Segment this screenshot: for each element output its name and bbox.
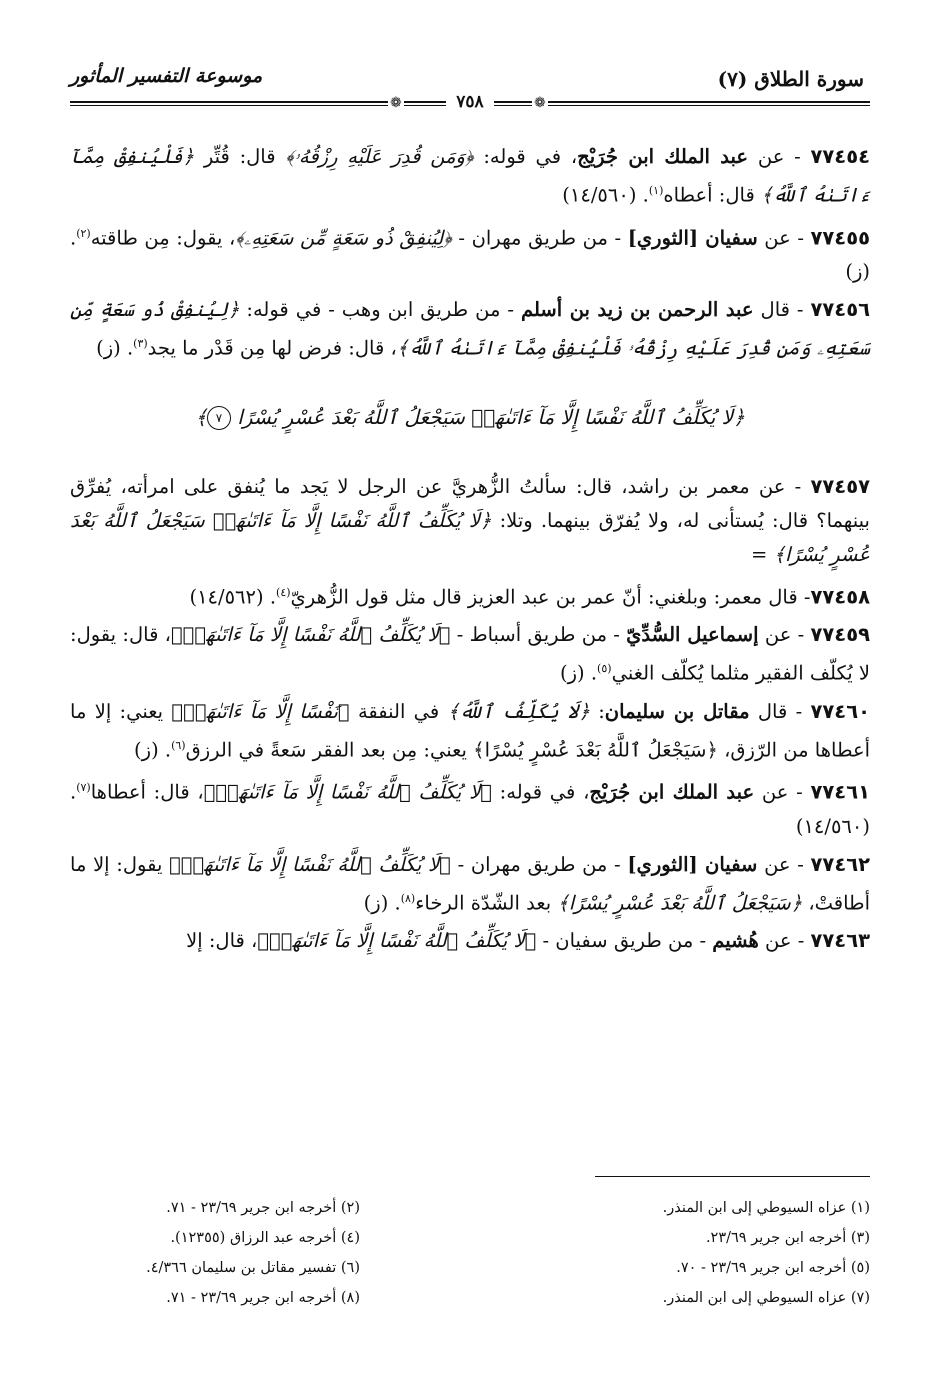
entry-number: ٧٧٤٦٠ — [810, 699, 871, 723]
hadith-entry — [70, 924, 870, 958]
footnote-row — [70, 1193, 870, 1223]
narrator-name: هُشيم — [712, 929, 759, 952]
entry-chain: - من طريق ابن وهب - في قوله: — [239, 298, 521, 321]
footnote-row — [70, 1283, 870, 1313]
page-number: ٧٥٨ — [446, 92, 493, 112]
entry-number: ٧٧٤٦١ — [810, 780, 870, 804]
quran-quote: ﴿لِيُنفِقْ ذُو سَعَةٍ مِّن سَعَتِهِۦ وَمَن قُدِرَ عَلَيْهِ رِزْقُهُۥ فَلْيُنفِقْ مِمَّآ ءَاتَىٰهُ ٱللَّهُ﴾ — [70, 298, 870, 360]
entry-intro: - قال — [753, 298, 811, 321]
entry-text: ، قال: أعطاها — [90, 780, 204, 804]
footnote-separator — [595, 1176, 870, 1177]
entry-number: ٧٧٤٥٤ — [810, 145, 871, 168]
entry-source: . (ز) — [70, 226, 870, 283]
footnote: (٢) أخرجه ابن جرير ٢٣/٦٩ - ٧١. — [166, 1200, 360, 1216]
quran-quote: ﴿وَمَن قُدِرَ عَلَيْهِ رِزْقُهُۥ﴾ — [285, 145, 474, 168]
quran-quote: ﴿لِيُنفِقْ ذُو سَعَةٍ مِّن سَعَتِهِۦ﴾ — [235, 226, 452, 249]
quran-quote: ﴿لَا يُكَلِّفُ ٱللَّهُ نَفْسًا إِلَّا مَآ ءَاتَىٰهَاۚ﴾ — [203, 780, 492, 804]
narrator-name: سفيان [الثوري] — [627, 852, 758, 876]
entry-number: ٧٧٤٦٣ — [810, 929, 870, 952]
footnote: (٤) أخرجه عبد الرزاق (١٢٣٥٥). — [170, 1230, 360, 1246]
hadith-entry — [70, 848, 870, 921]
footnote-ref: (٣) — [133, 337, 148, 350]
entry-intro: - عن معمر بن راشد، قال: سألتُ الزُّهريَّ عن الرجل لا يَجد ما يُنفق على امرأته، يُفرِّق بينهما؟ قال: يُستأنى له، ولا يُفرّق بينهما. وتلا: — [70, 474, 870, 532]
hadith-entry — [70, 470, 870, 572]
narrator-name: عبد الملك ابن جُرَيْج — [589, 780, 755, 804]
footnote-ref: (٤) — [276, 585, 291, 599]
footnote-row — [70, 1253, 870, 1283]
entry-text: بعد الشّدّة الرخاء — [415, 891, 558, 914]
entry-intro: - عن — [754, 780, 811, 804]
ornament-icon: ❁ — [390, 95, 402, 111]
entry-chain: - من طريق مهران - — [451, 226, 628, 249]
verse-text: ﴿لَا يُكَلِّفُ ٱللَّهُ نَفْسًا إِلَّا مَآ ءَاتَىٰهَاۚ سَيَجْعَلُ ٱللَّهُ بَعْدَ عُسْرٍ يُسْرًا — [237, 404, 745, 429]
entry-intro: - عن — [758, 623, 811, 646]
page-header — [70, 55, 870, 112]
entry-number: ٧٧٤٥٩ — [810, 623, 870, 646]
footnote: (٨) أخرجه ابن جرير ٢٣/٦٩ - ٧١. — [166, 1290, 360, 1306]
surah-title: سورة الطلاق (٧) — [717, 67, 864, 91]
entry-text: ، قال: إلا — [186, 929, 258, 952]
verse-close: ﴾ — [195, 404, 207, 429]
hadith-entry — [70, 293, 870, 366]
entry-text: ، قال: فرض لها مِن قَدْر ما يجد — [147, 336, 397, 360]
footnote-ref: (٨) — [400, 891, 416, 905]
page-number-wrap — [70, 92, 870, 112]
narrator-name: عبد الملك ابن جُرَيْج — [577, 145, 749, 168]
entry-text: يعني: إلا ما أعطاها من الرّزق، ﴿سَيَجْعَلُ ٱللَّهُ بَعْدَ عُسْرٍ يُسْرًا﴾ يعني: مِن بعد الفقر سَعةً في الرزق — [70, 699, 870, 761]
entry-text: قال: قُتِّر — [194, 145, 286, 168]
entry-number: ٧٧٤٥٥ — [810, 226, 871, 249]
quran-verse-heading — [70, 400, 870, 434]
entry-number: ٧٧٤٥٨ — [810, 585, 870, 608]
footnote: (٧) عزاه السيوطي إلى ابن المنذر. — [662, 1290, 870, 1306]
narrator-name: سفيان [الثوري] — [627, 226, 758, 249]
entry-number: ٧٧٤٥٦ — [810, 298, 870, 321]
hadith-entry — [70, 771, 870, 844]
footnote: (٣) أخرجه ابن جرير ٢٣/٦٩. — [705, 1230, 870, 1246]
quran-quote: ﴿لَا يُكَلِّفُ ٱللَّهُ نَفْسًا إِلَّا مَآ ءَاتَىٰهَاۚ﴾ — [170, 623, 451, 646]
footnote-ref: (٦) — [171, 738, 186, 752]
quran-quote: ﴿لَا يُكَلِّفُ ٱللَّهُ﴾ — [447, 699, 590, 723]
hadith-entry — [70, 140, 870, 213]
ornament-icon: ❁ — [534, 95, 546, 111]
entry-chain: ، في قوله: — [473, 145, 578, 168]
hadith-entry — [70, 618, 870, 691]
quran-quote: ﴿لَا يُكَلِّفُ ٱللَّهُ نَفْسًا إِلَّا مَآ ءَاتَىٰهَاۚ﴾ — [169, 852, 451, 876]
entry-chain: - من طريق أسباط - — [450, 623, 627, 646]
entry-text: يقول: إلا ما أطاقتْ، — [70, 852, 870, 914]
entry-intro: - عن — [748, 145, 811, 168]
entry-text: ، قال: يقول: لا يُكلّف الفقير مثلما يُكلّف الغني — [70, 623, 870, 685]
entry-intro: - قال معمر: وبلغني: أنّ عمر بن عبد العزيز قال مثل قول الزُّهريّ — [290, 585, 811, 608]
footnote-ref: (٢) — [76, 226, 91, 240]
footnote-row — [70, 1223, 870, 1253]
entry-intro: - قال — [749, 699, 811, 723]
entry-source: . (ز) — [560, 661, 598, 685]
footnote-ref: (١) — [648, 184, 664, 197]
footnote-ref: (٧) — [76, 781, 91, 794]
entry-chain: - من طريق مهران - — [450, 852, 628, 876]
entry-number: ٧٧٤٥٧ — [810, 474, 870, 498]
entry-chain: - من طريق سفيان - — [536, 929, 713, 952]
quran-quote: ﴿لَا يُكَلِّفُ ٱللَّهُ نَفْسًا إِلَّا مَآ ءَاتَىٰهَاۚ سَيَجْعَلُ ٱللَّهُ بَعْدَ عُسْرٍ يُسْرًا﴾ — [70, 508, 870, 566]
quran-quote: ﴿سَيَجْعَلُ ٱللَّهُ بَعْدَ عُسْرٍ يُسْرًا﴾ — [557, 891, 803, 914]
entry-text: في النفقة — [349, 699, 448, 723]
entry-chain: ، في قوله: — [491, 780, 590, 804]
series-title: موسوعة التفسير المأثور — [70, 65, 263, 87]
quran-quote: ﴿فَلْيُنفِقْ مِمَّآ ءَاتَىٰهُ ٱللَّهُ﴾ — [70, 145, 870, 207]
hadith-entry — [70, 217, 870, 290]
quran-quote: ﴿نَفْسًا إِلَّا مَآ ءَاتَىٰهَاۚ﴾ — [171, 699, 350, 723]
entry-source: . (ز) — [363, 891, 401, 914]
footnote-ref: (٥) — [597, 662, 612, 675]
ayah-number-marker: ٧ — [207, 406, 231, 430]
body-text — [70, 140, 870, 962]
entry-text: قال: أعطاه — [663, 183, 761, 207]
entry-source: . (١٤/٥٦٠) — [562, 183, 649, 207]
narrator-name: مقاتل بن سليمان — [604, 699, 750, 723]
narrator-name: عبد الرحمن بن زيد بن أسلم — [520, 298, 754, 321]
entry-source: . (ز) — [96, 336, 134, 360]
book-page — [70, 55, 870, 1345]
footnote: (٥) أخرجه ابن جرير ٢٣/٦٩ - ٧٠. — [676, 1260, 870, 1276]
entry-number: ٧٧٤٦٢ — [810, 852, 871, 876]
entry-text: ، يقول: مِن طاقته — [90, 226, 236, 249]
quran-quote: ﴿لَا يُكَلِّفُ ٱللَّهُ نَفْسًا إِلَّا مَآ ءَاتَىٰهَاۚ﴾ — [257, 929, 537, 952]
footnotes — [70, 1193, 870, 1313]
narrator-name: إسماعيل السُّدِّيّ — [626, 623, 759, 646]
entry-text: = — [751, 542, 774, 566]
hadith-entry — [70, 576, 870, 615]
entry-chain: : — [589, 699, 605, 723]
footnote: (١) عزاه السيوطي إلى ابن المنذر. — [662, 1200, 870, 1216]
entry-intro: - عن — [758, 929, 811, 952]
footnote: (٦) تفسير مقاتل بن سليمان ٤/٣٦٦. — [146, 1260, 360, 1276]
hadith-entry — [70, 695, 870, 768]
entry-source: . (ز) — [134, 738, 172, 761]
entry-source: . (١٤/٥٦٢) — [189, 585, 277, 608]
entry-intro: - عن — [757, 852, 811, 876]
entry-intro: - عن — [757, 226, 811, 249]
entry-source: . (١٤/٥٦٠) — [70, 780, 870, 838]
